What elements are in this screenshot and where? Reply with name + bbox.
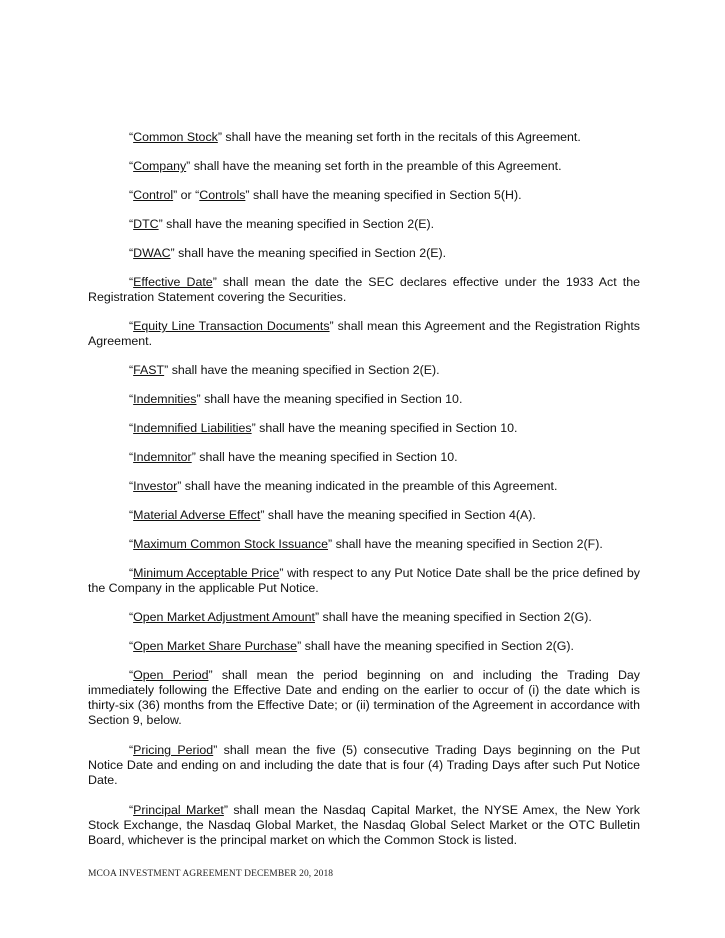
definition-paragraph (88, 130, 640, 145)
definition-paragraph (88, 508, 640, 523)
definition-paragraph (88, 450, 640, 465)
definition-paragraph (88, 392, 640, 407)
definition-paragraph (88, 537, 640, 552)
definition-text: ” shall have the meaning specified in Section 2(E). (158, 217, 435, 231)
defined-term: Open Period (133, 668, 209, 682)
open-quote: “ (129, 450, 134, 464)
defined-term: Material Adverse Effect (133, 508, 261, 522)
definition-paragraph (88, 363, 640, 378)
definition-text: ” shall have the meaning indicated in the preamble of this Agreement. (177, 479, 558, 493)
defined-term: DTC (133, 217, 159, 231)
definition-text: ” shall mean this Agreement and the Registration Rights Agreement. (88, 319, 640, 348)
definition-text: ” shall have the meaning set forth in the preamble of this Agreement. (186, 159, 562, 173)
definition-paragraph (88, 246, 640, 261)
definition-text: ” shall have the meaning specified in Section 4(A). (260, 508, 536, 522)
definition-paragraph (88, 217, 640, 232)
defined-term: Open Market Adjustment Amount (133, 610, 315, 624)
open-quote: “ (129, 319, 134, 333)
definition-paragraph (88, 639, 640, 654)
defined-term: Principal Market (133, 803, 224, 817)
definition-paragraph (88, 743, 640, 788)
open-quote: “ (129, 610, 134, 624)
open-quote: “ (129, 639, 134, 653)
defined-term: Minimum Acceptable Price (133, 566, 280, 580)
defined-term: Controls (199, 188, 246, 202)
definition-paragraph (88, 566, 640, 596)
definition-paragraph (88, 610, 640, 625)
definition-text: ” shall have the meaning specified in Section 2(G). (314, 610, 592, 624)
definition-paragraph (88, 668, 640, 728)
open-quote: “ (129, 479, 134, 493)
open-quote: “ (129, 246, 134, 260)
open-quote: “ (129, 421, 134, 435)
defined-term: Effective Date (133, 275, 213, 289)
definition-paragraph (88, 803, 640, 848)
open-quote: “ (129, 392, 134, 406)
definition-text: ” shall have the meaning specified in Section 2(G). (297, 639, 574, 653)
definition-text: ” shall have the meaning specified in Section 2(E). (164, 363, 440, 377)
open-quote: “ (129, 188, 134, 202)
defined-term: FAST (133, 363, 165, 377)
defined-term: Control (133, 188, 174, 202)
definition-text: ” with respect to any Put Notice Date shall be the price defined by the Company in the applicable Put Notice. (88, 566, 640, 595)
definition-paragraph (88, 319, 640, 349)
defined-term: Common Stock (133, 130, 218, 144)
definition-paragraph (88, 275, 640, 305)
defined-term: Open Market Share Purchase (133, 639, 298, 653)
definition-text: ” shall have the meaning specified in Section 10. (196, 392, 463, 406)
definition-text: ” shall have the meaning specified in Section 10. (251, 421, 518, 435)
definition-paragraph (88, 188, 640, 203)
definition-text: ” shall have the meaning specified in Section 10. (191, 450, 458, 464)
definition-text: ” or “ (173, 188, 200, 202)
definition-text: ” shall have the meaning specified in Section 2(F). (328, 537, 603, 551)
open-quote: “ (129, 566, 134, 580)
open-quote: “ (129, 803, 134, 817)
definition-text: ” shall mean the date the SEC declares effective under the 1933 Act the Registration Statement covering the Securities. (88, 275, 640, 304)
definition-paragraph (88, 159, 640, 174)
open-quote: “ (129, 743, 134, 757)
open-quote: “ (129, 537, 134, 551)
open-quote: “ (129, 217, 134, 231)
definition-text: ” shall have the meaning set forth in the recitals of this Agreement. (217, 130, 581, 144)
definition-text: ” shall mean the period beginning on and including the Trading Day immediately following the Effective Date and ending on the earlier to occur of (i) the date which is thirty-six (36) months from the Effective Date; or (ii) termination of the Agreement in accordance with Section 9, below. (88, 668, 640, 727)
defined-term: DWAC (133, 246, 171, 260)
definitions-list (88, 116, 640, 848)
open-quote: “ (129, 275, 134, 289)
defined-term: Maximum Common Stock Issuance (133, 537, 329, 551)
defined-term: Company (133, 159, 187, 173)
definition-text: ” shall have the meaning specified in Section 5(H). (245, 188, 522, 202)
definition-text: ” shall mean the Nasdaq Capital Market, the NYSE Amex, the New York Stock Exchange, the Nasdaq Global Market, the Nasdaq Global Select Market or the OTC Bulletin Board, whichever is the principal market on which the Common Stock is listed. (88, 803, 640, 847)
defined-term: Equity Line Transaction Documents (133, 319, 330, 333)
open-quote: “ (129, 363, 134, 377)
defined-term: Investor (133, 479, 178, 493)
open-quote: “ (129, 668, 134, 682)
open-quote: “ (129, 508, 134, 522)
definition-text: ” shall have the meaning specified in Section 2(E). (170, 246, 447, 260)
defined-term: Indemnified Liabilities (133, 421, 252, 435)
definition-paragraph (88, 421, 640, 436)
page-footer: MCOA INVESTMENT AGREEMENT DECEMBER 20, 2018 (88, 869, 334, 879)
definition-text: ” shall mean the five (5) consecutive Trading Days beginning on the Put Notice Date and ending on and including the date that is four (4) Trading Days after such Put Notice Date. (88, 743, 640, 787)
defined-term: Pricing Period (133, 743, 214, 757)
defined-term: Indemnitor (133, 450, 192, 464)
defined-term: Indemnities (133, 392, 197, 406)
open-quote: “ (129, 159, 134, 173)
open-quote: “ (129, 130, 134, 144)
definition-paragraph (88, 479, 640, 494)
